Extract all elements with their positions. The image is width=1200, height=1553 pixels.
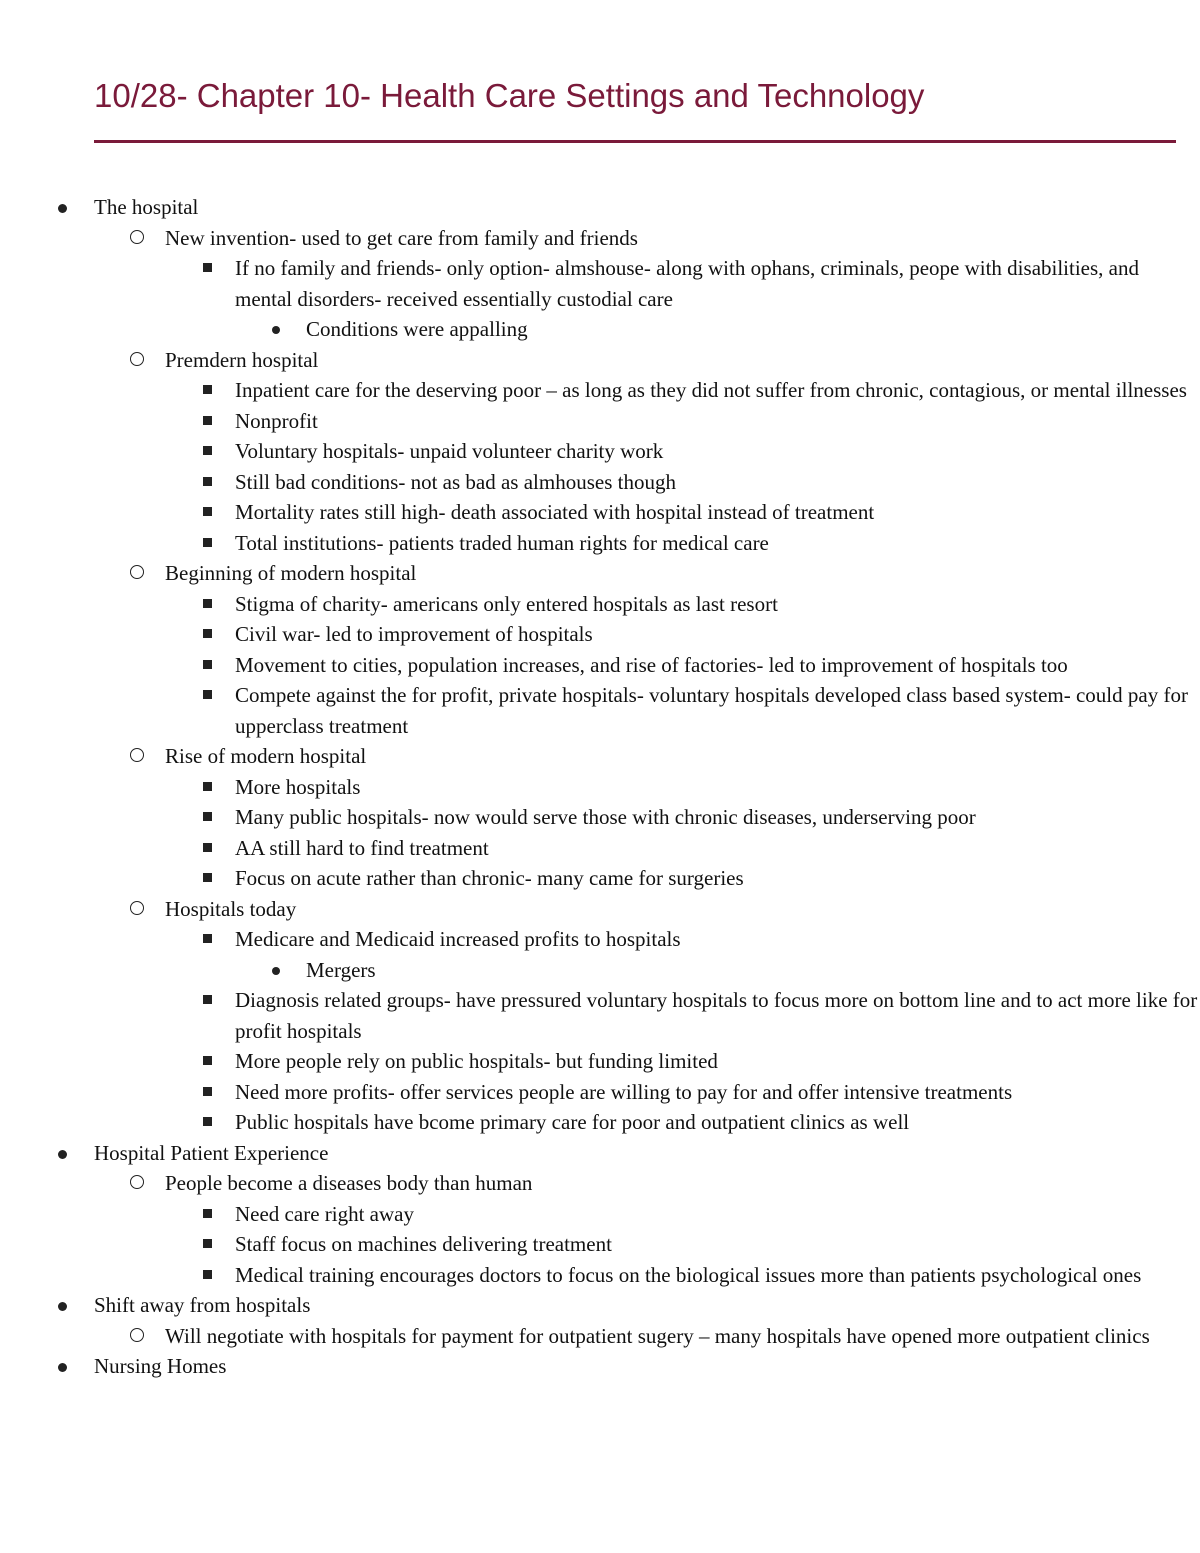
outline-item-text: Many public hospitals- now would serve those with chronic diseases, underserving poor xyxy=(235,805,976,829)
outline-item-level-4 xyxy=(0,314,1200,345)
bullet-marker xyxy=(203,538,212,547)
outline-item-text: Inpatient care for the deserving poor – as long as they did not suffer from chronic, contagious, or mental illnesses xyxy=(235,378,1187,402)
outline-item-level-2 xyxy=(0,345,1200,376)
outline-item-text: Focus on acute rather than chronic- many came for surgeries xyxy=(235,866,744,890)
outline-item-level-4 xyxy=(0,955,1200,986)
outline-item-level-3 xyxy=(0,772,1200,803)
bullet-marker xyxy=(58,1302,67,1311)
outline-item-level-2 xyxy=(0,1168,1200,1199)
outline-item-level-3 xyxy=(0,1260,1200,1291)
bullet-marker xyxy=(58,204,67,213)
bullet-marker xyxy=(272,967,280,975)
bullet-marker xyxy=(203,477,212,486)
outline-item-text: The hospital xyxy=(94,195,199,219)
outline-item-level-3 xyxy=(0,1107,1200,1138)
outline-item-level-2 xyxy=(0,741,1200,772)
notes-outline xyxy=(0,192,1200,1382)
bullet-marker xyxy=(203,1209,212,1218)
outline-item-text: More people rely on public hospitals- but funding limited xyxy=(235,1049,718,1073)
outline-item-level-3 xyxy=(0,1229,1200,1260)
outline-item-text: Rise of modern hospital xyxy=(165,744,367,768)
outline-item-text: More hospitals xyxy=(235,774,361,799)
bullet-marker xyxy=(203,782,212,791)
outline-item-level-3 xyxy=(0,802,1200,833)
bullet-marker xyxy=(203,629,212,638)
outline-item-text: Staff focus on machines delivering treatment xyxy=(235,1232,612,1256)
outline-item-text: Public hospitals have bcome primary care for poor and outpatient clinics as well xyxy=(235,1110,910,1134)
outline-item-text: Hospitals today xyxy=(165,896,297,921)
bullet-marker xyxy=(203,263,212,272)
outline-item-text: Mergers xyxy=(306,957,376,982)
bullet-marker xyxy=(203,446,212,455)
outline-item-text: If no family and friends- only option- almshouse- along with ophans, criminals, peope with disabilities, and mental disorders- received essentially custodial care xyxy=(235,256,1139,311)
page-title: 10/28- Chapter 10- Health Care Settings and Technology xyxy=(94,77,925,114)
bullet-marker xyxy=(203,873,212,882)
bullet-marker xyxy=(203,416,212,425)
outline-item-text: Total institutions- patients traded human rights for medical care xyxy=(235,530,769,555)
outline-item-text: Will negotiate with hospitals for payment for outpatient sugery – many hospitals have opened more outpatient clinics xyxy=(165,1323,1150,1348)
outline-item-level-1 xyxy=(0,1351,1200,1382)
outline-item-level-3 xyxy=(0,1046,1200,1077)
outline-item-text: Need care right away xyxy=(235,1201,414,1226)
bullet-marker xyxy=(130,565,144,579)
bullet-marker xyxy=(58,1150,67,1159)
bullet-marker xyxy=(130,230,144,244)
bullet-marker xyxy=(203,690,212,699)
outline-item-text: Compete against the for profit, private hospitals- voluntary hospitals developed class based system- could pay for upperclass treatment xyxy=(235,683,1188,738)
outline-item-text: Medical training encourages doctors to focus on the biological issues more than patients psychological ones xyxy=(235,1262,1142,1287)
bullet-marker xyxy=(203,1056,212,1065)
bullet-marker xyxy=(58,1363,67,1372)
bullet-marker xyxy=(203,599,212,608)
outline-item-text: Stigma of charity- americans only entered hospitals as last resort xyxy=(235,591,778,616)
outline-item-level-1 xyxy=(0,192,1200,223)
bullet-marker xyxy=(130,1175,144,1189)
outline-item-text: Medicare and Medicaid increased profits to hospitals xyxy=(235,927,681,951)
outline-item-level-3 xyxy=(0,833,1200,864)
bullet-marker xyxy=(130,352,144,366)
outline-item-level-1 xyxy=(0,1138,1200,1169)
outline-item-text: AA still hard to find treatment xyxy=(235,835,489,860)
bullet-marker xyxy=(203,660,212,669)
bullet-marker xyxy=(203,812,212,821)
outline-item-text: New invention- used to get care from family and friends xyxy=(165,225,638,250)
outline-item-level-3 xyxy=(0,436,1200,467)
outline-item-level-3 xyxy=(0,1077,1200,1108)
bullet-marker xyxy=(130,748,144,762)
outline-item-text: Nonprofit xyxy=(235,408,318,433)
outline-item-level-3 xyxy=(0,924,1200,955)
outline-item-text: Civil war- led to improvement of hospitals xyxy=(235,622,593,646)
outline-item-level-3 xyxy=(0,497,1200,528)
bullet-marker xyxy=(203,934,212,943)
outline-item-level-3 xyxy=(0,680,1200,741)
outline-item-level-2 xyxy=(0,894,1200,925)
outline-item-level-2 xyxy=(0,1321,1200,1352)
outline-item-level-3 xyxy=(0,863,1200,894)
outline-item-text: Hospital Patient Experience xyxy=(94,1140,329,1165)
bullet-marker xyxy=(203,1239,212,1248)
outline-item-level-2 xyxy=(0,558,1200,589)
bullet-marker xyxy=(203,1270,212,1279)
bullet-marker xyxy=(272,326,280,334)
bullet-marker xyxy=(203,843,212,852)
outline-item-text: Need more profits- offer services people are willing to pay for and offer intensive treatments xyxy=(235,1079,1013,1104)
outline-item-level-3 xyxy=(0,467,1200,498)
outline-item-level-3 xyxy=(0,1199,1200,1230)
outline-item-text: Movement to cities, population increases, and rise of factories- led to improvement of hospitals too xyxy=(235,652,1068,677)
title-divider xyxy=(94,140,1176,143)
bullet-marker xyxy=(203,1087,212,1096)
outline-item-text: Shift away from hospitals xyxy=(94,1293,311,1317)
outline-item-text: Nursing Homes xyxy=(94,1354,227,1378)
outline-item-text: Diagnosis related groups- have pressured voluntary hospitals to focus more on bottom line and to act more like for profit hospitals xyxy=(235,988,1198,1043)
bullet-marker xyxy=(130,901,144,915)
outline-item-level-2 xyxy=(0,223,1200,254)
outline-item-level-3 xyxy=(0,985,1200,1046)
outline-item-text: Still bad conditions- not as bad as almhouses though xyxy=(235,469,676,494)
bullet-marker xyxy=(130,1328,144,1342)
outline-item-level-3 xyxy=(0,253,1200,314)
outline-item-text: Beginning of modern hospital xyxy=(165,561,417,585)
bullet-marker xyxy=(203,1117,212,1126)
bullet-marker xyxy=(203,385,212,394)
outline-item-level-3 xyxy=(0,589,1200,620)
outline-item-text: Premdern hospital xyxy=(165,347,319,372)
outline-item-level-3 xyxy=(0,619,1200,650)
outline-item-level-1 xyxy=(0,1290,1200,1321)
outline-item-text: Mortality rates still high- death associated with hospital instead of treatment xyxy=(235,500,875,524)
bullet-marker xyxy=(203,995,212,1004)
bullet-marker xyxy=(203,507,212,516)
outline-item-level-3 xyxy=(0,650,1200,681)
outline-item-text: Conditions were appalling xyxy=(306,317,528,341)
outline-item-text: People become a diseases body than human xyxy=(165,1171,533,1195)
outline-item-level-3 xyxy=(0,375,1200,406)
outline-item-level-3 xyxy=(0,406,1200,437)
outline-item-text: Voluntary hospitals- unpaid volunteer charity work xyxy=(235,439,664,463)
outline-item-level-3 xyxy=(0,528,1200,559)
